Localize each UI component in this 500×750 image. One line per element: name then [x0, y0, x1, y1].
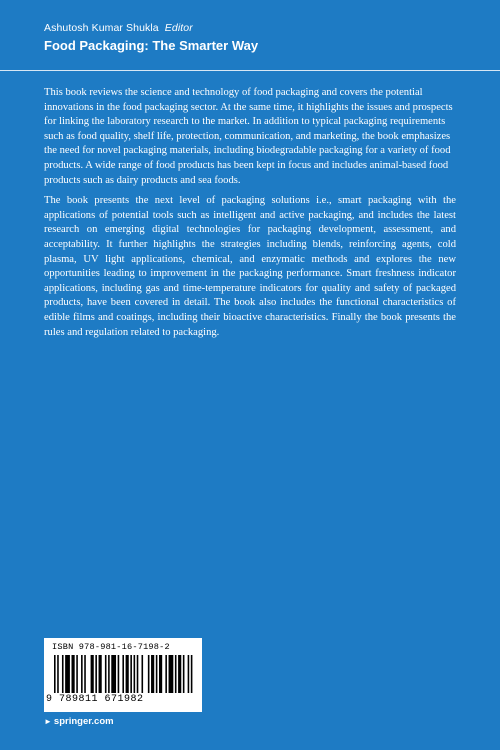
- isbn-label: ISBN 978-981-16-7198-2: [52, 642, 170, 652]
- barcode-box: [44, 638, 202, 712]
- publisher-link[interactable]: [44, 716, 114, 727]
- publisher-link-text: springer.com: [53, 716, 114, 727]
- book-title: Food Packaging: The Smarter Way: [44, 38, 259, 53]
- barcode-bars: [54, 655, 194, 693]
- editor-line: [44, 22, 193, 34]
- description-paragraph-1: This book reviews the science and technology of food packaging and covers the potential innovations in the food packaging sector. At the same time, it highlights the issues and prospects for linking the laboratory research to the market. In addition to typical packaging requirements such as food quality, shelf life, protection, communication, and marketing, the book emphasizes the need for novel packaging materials, including biodegradable packaging for a variety of food products. A wide range of food products has been kept in focus and includes animal-based food products such as dairy products and sea foods.: [44, 87, 453, 186]
- description-paragraph-2: The book presents the next level of packaging solutions i.e., smart packaging with the applications of potential tools such as intelligent and active packaging, and includes the latest research on emerging digital technologies for packaging development, assessment, and acceptability. It further highlights the strategies including blends, reinforcing agents, cold plasma, UV light applications, chemical, and enzymatic methods and explores the new opportunities leading to improvement in the packaging performance. Smart freshness indicator applications, including gas and time-temperature indicators for quality and safety of packaged products, have been covered in detail. The book also includes the functional characteristics of edible films and coatings, including their bioactive characteristics. Finally the book presents the rules and regulation related to packaging.: [44, 195, 456, 338]
- arrow-right-icon: ►: [44, 717, 52, 726]
- barcode-digits: 9 789811 671982: [46, 694, 144, 705]
- editor-name: Ashutosh Kumar Shukla: [44, 22, 159, 34]
- book-description: [44, 86, 456, 346]
- editor-role: Editor: [164, 22, 193, 34]
- header-divider: [0, 70, 500, 71]
- header: [0, 0, 500, 70]
